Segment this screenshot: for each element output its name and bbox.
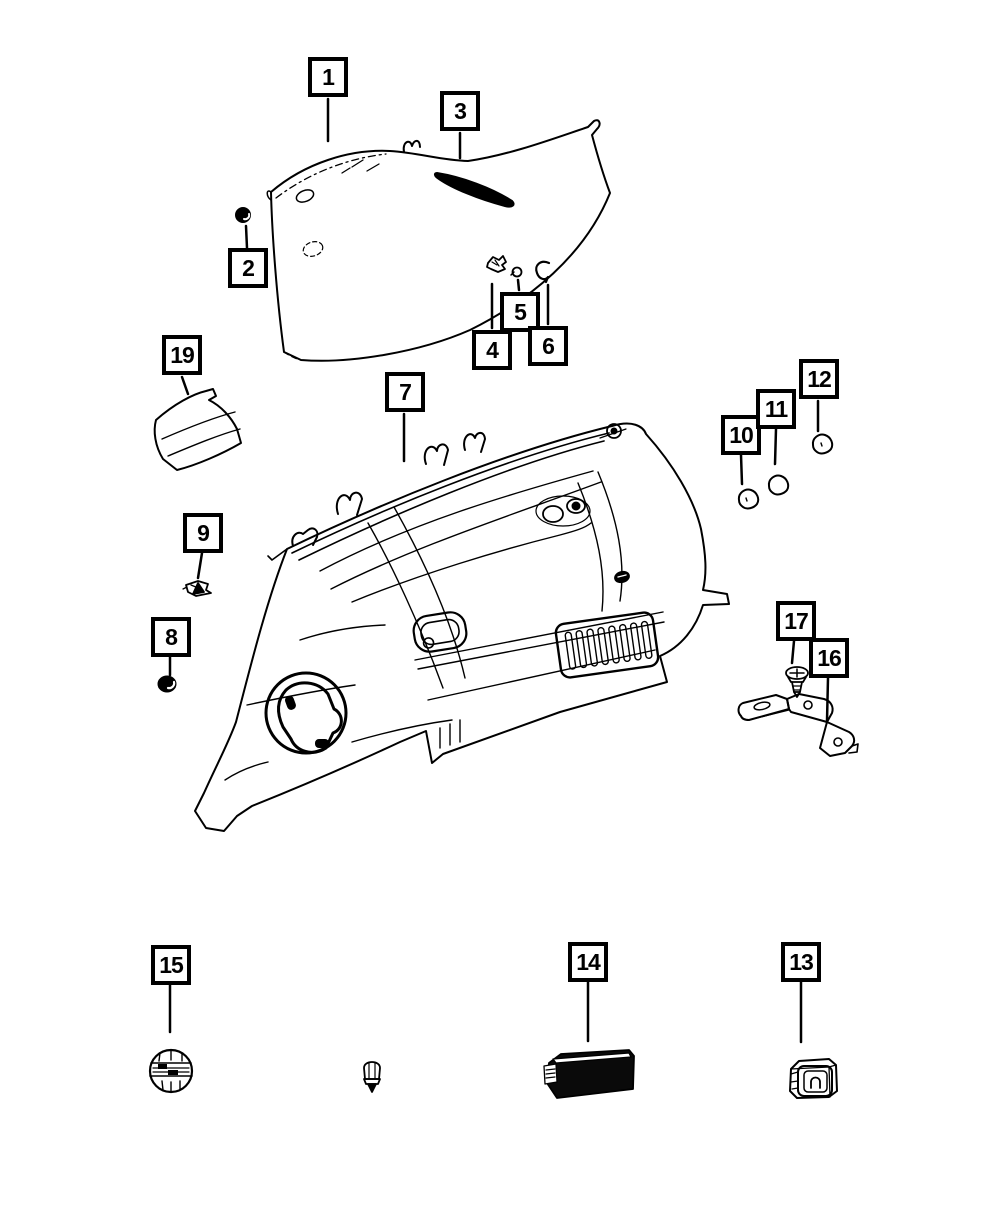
cargo-lamp-part-14-art [544,1050,634,1098]
callout-3[interactable]: 3 [440,91,480,131]
callout-11[interactable]: 11 [756,389,796,429]
callout-1[interactable]: 1 [308,57,348,97]
bracket-part-16-art [739,694,858,756]
callout-15[interactable]: 15 [151,945,191,985]
corner-trim-part-19-art [155,389,241,470]
callout-12[interactable]: 12 [799,359,839,399]
push-pin-small-art [364,1062,380,1092]
callout-14[interactable]: 14 [568,942,608,982]
callout-6[interactable]: 6 [528,326,568,366]
clip-parts-4-5-6-art [487,256,549,282]
callout-9[interactable]: 9 [183,513,223,553]
callout-13[interactable]: 13 [781,942,821,982]
quarter-trim-panel-art [195,424,729,831]
screw-part-17-art [786,667,808,697]
clip-part-9-art [183,581,211,596]
callout-17[interactable]: 17 [776,601,816,641]
grommet-part-15-art [150,1050,192,1092]
callout-5[interactable]: 5 [500,292,540,332]
power-outlet-part-13-art [790,1059,837,1098]
callout-19[interactable]: 19 [162,335,202,375]
callout-2[interactable]: 2 [228,248,268,288]
push-pin-part-8-art [158,676,176,692]
callout-4[interactable]: 4 [472,330,512,370]
callout-10[interactable]: 10 [721,415,761,455]
callout-16[interactable]: 16 [809,638,849,678]
c-pillar-trim-panel-art [267,120,610,361]
push-pin-part-2-art [236,208,251,223]
callout-8[interactable]: 8 [151,617,191,657]
leader-lines [170,99,828,1042]
callout-7[interactable]: 7 [385,372,425,412]
